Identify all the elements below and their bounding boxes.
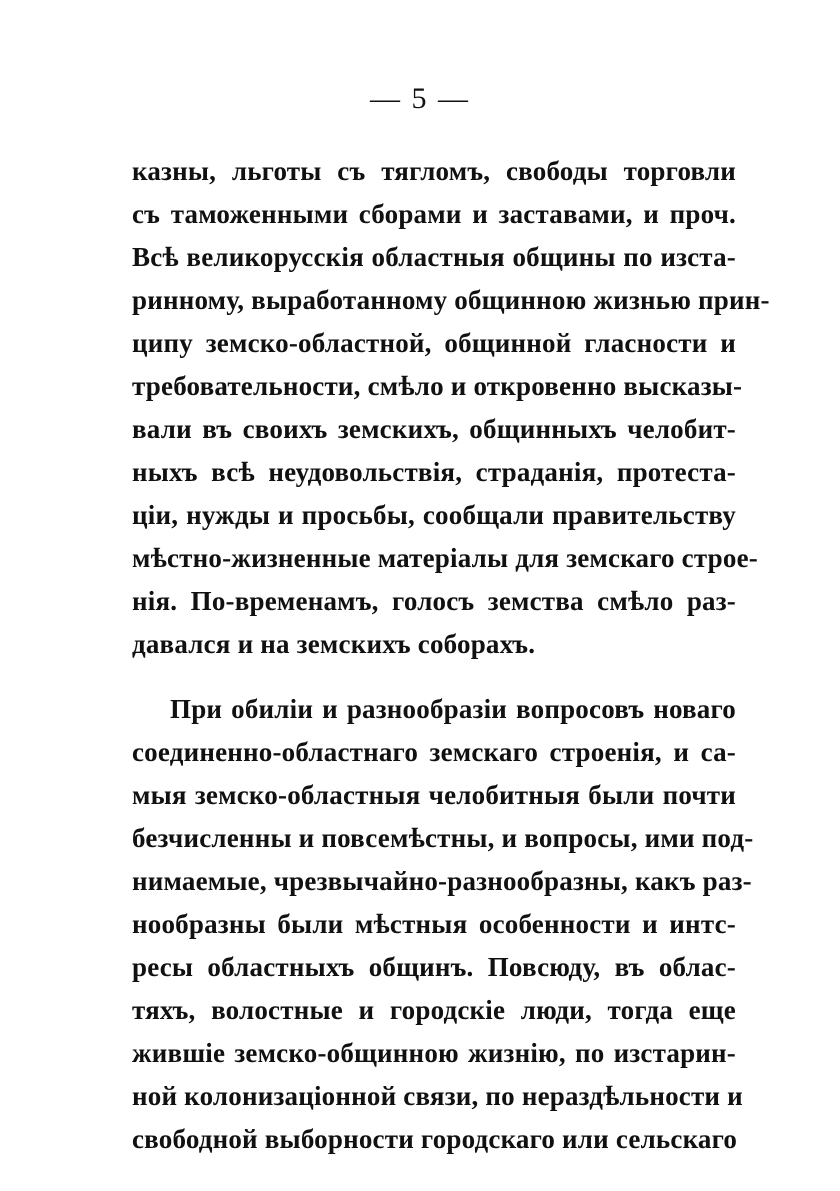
text-line: нимаемые, чрезвычайно-разнообразны, какъ раз- xyxy=(132,866,752,896)
text-line: казны, льготы съ тягломъ, свободы торговли xyxy=(132,156,736,186)
paragraph-spacer xyxy=(132,666,736,688)
text-line: нія. По-временамъ, голосъ земства смѣло раз- xyxy=(132,586,736,616)
text-line: свободной выборности городскаго или сельскаго xyxy=(132,1124,738,1154)
body-text xyxy=(132,150,770,1161)
text-line: безчисленны и повсемѣстны, и вопросы, ими под- xyxy=(132,823,754,853)
text-line: Всѣ великорусскія областныя общины по изста- xyxy=(132,242,736,272)
text-line: вали въ своихъ земскихъ, общинныхъ челобит- xyxy=(132,414,736,444)
text-line: жившіе земско-общинною жизнію, по изстарин- xyxy=(132,1038,736,1068)
text-line: давался и на земскихъ соборахъ. xyxy=(132,629,536,659)
text-line: тяхъ, волостные и городскіе люди, тогда еще xyxy=(132,995,736,1025)
text-line: При обиліи и разнообразіи вопросовъ новаго xyxy=(170,694,736,724)
text-line: съ таможенными сборами и заставами, и проч. xyxy=(132,199,736,229)
text-line: ресы областныхъ общинъ. Повсюду, въ облас- xyxy=(132,952,736,982)
text-line: соединенно-областнаго земскаго строенія, и са- xyxy=(132,737,736,767)
paragraph xyxy=(132,688,754,1161)
text-line: нообразны были мѣстныя особенности и интс- xyxy=(132,909,736,939)
page-number: — 5 — xyxy=(370,82,470,115)
text-line: ціи, нужды и просьбы, сообщали правительству xyxy=(132,500,736,530)
text-line: требовательности, смѣло и откровенно высказы- xyxy=(132,371,743,401)
text-line: мѣстно-жизненные матеріалы для земскаго строе- xyxy=(132,543,758,573)
paragraph xyxy=(132,150,770,666)
text-line: ринному, выработанному общинною жизнью прин- xyxy=(132,285,770,315)
text-line: ныхъ всѣ неудовольствія, страданія, протеста- xyxy=(132,457,736,487)
text-line: ципу земско-областной, общинной гласности и xyxy=(132,328,736,358)
text-line: мыя земско-областныя челобитныя были почти xyxy=(132,780,736,810)
text-line: ной колонизаціонной связи, по нераздѣльности и xyxy=(132,1081,743,1111)
